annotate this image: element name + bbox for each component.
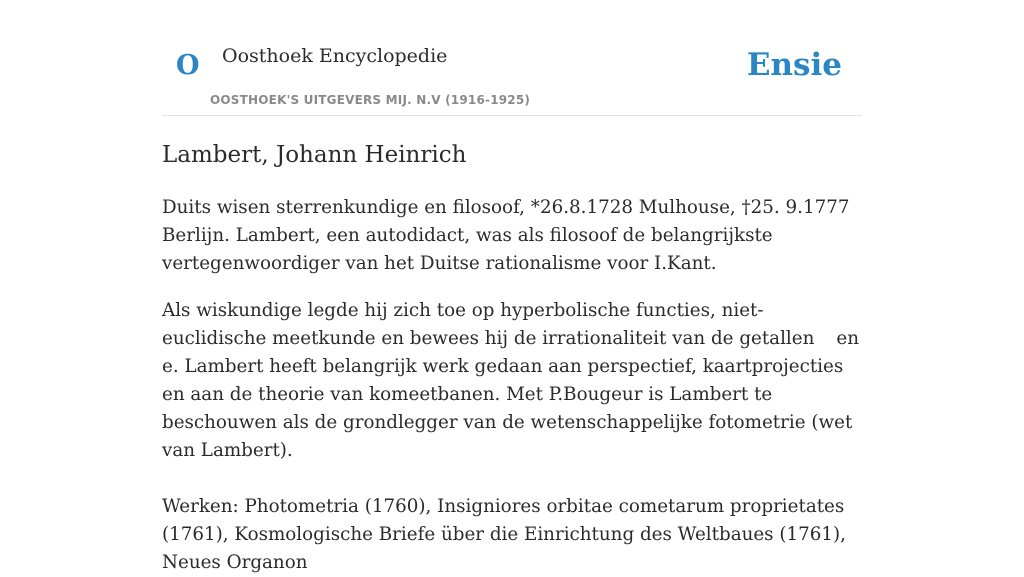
works-text: Werken: Photometria (1760), Insigniores orbitae cometarum proprietates (1761), Kosmologische Briefe über die Einrichtung des Weltbaues (1761), Neues Organon	[162, 496, 846, 573]
logo-mark[interactable]: O	[176, 50, 200, 81]
site-title[interactable]: Oosthoek Encyclopedie	[222, 45, 448, 67]
site-header	[162, 0, 862, 116]
brand-link[interactable]: Ensie	[746, 47, 842, 83]
page	[162, 0, 862, 577]
paragraph-text: Duits wisen sterrenkundige en filosoof, *26.8.1728 Mulhouse, †25. 9.1777 Berlijn. Lambert, een autodidact, was als filosoof de belangrijkste vertegenwoordiger van het Duitse rationalisme voor I.Kant.	[162, 197, 850, 274]
publisher-label: OOSTHOEK'S UITGEVERS MIJ. N.V (1916-1925)	[210, 93, 531, 107]
paragraph-text-part-1: Als wiskundige legde hij zich toe op hyperbolische functies, niet-euclidische meetkunde en bewees hij de irrationaliteit van de getallen	[162, 300, 815, 349]
entry-paragraph-1	[162, 194, 862, 278]
paragraph-text-part-2: en e. Lambert heeft belangrijk werk gedaan aan perspectief, kaartprojecties en aan de theorie van komeetbanen. Met P.Bougeur is Lambert te beschouwen als de grondlegger van de wetenschappelijke fotometrie (wet van Lambert).	[162, 328, 859, 461]
entry-title: Lambert, Johann Heinrich	[162, 142, 467, 168]
entry-works	[162, 493, 862, 577]
entry-paragraph-2	[162, 297, 862, 465]
